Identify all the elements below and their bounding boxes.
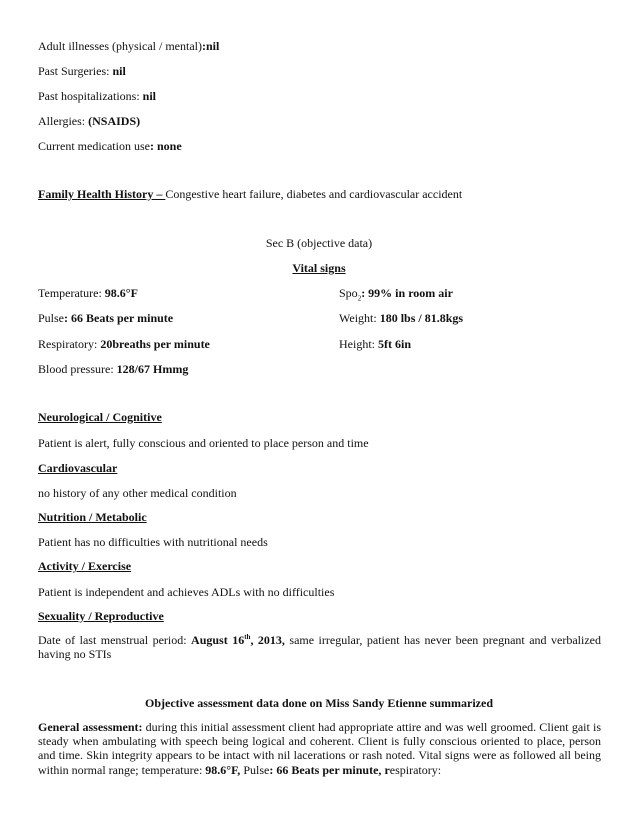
medication-label: Current medication use: [38, 139, 150, 153]
height-line: [339, 337, 411, 351]
adult-illnesses-value: :nil: [201, 39, 220, 53]
menstrual-year: , 2013,: [250, 633, 285, 647]
blood-pressure-line: [38, 362, 188, 376]
spo2-label: Spo: [339, 286, 358, 300]
allergies-value: (NSAIDS): [88, 114, 141, 128]
summary-pulse-value: : 66 Beats per minute,: [269, 762, 382, 777]
family-history-heading: Family Health History –: [38, 187, 166, 201]
allergies-line: [38, 114, 140, 128]
summary-title: Objective assessment data done on Miss Sandy Etienne summarized: [144, 696, 493, 710]
past-hospitalizations-value: nil: [142, 89, 157, 103]
family-history-text: Congestive heart failure, diabetes and cardiovascular accident: [165, 187, 463, 201]
medication-value: : none: [149, 139, 182, 153]
respiratory-label: Respiratory:: [38, 337, 101, 351]
nutrition-heading: Nutrition / Metabolic: [38, 510, 147, 524]
cardio-text: no history of any other medical condition: [38, 486, 237, 500]
spo2-line: [339, 286, 453, 303]
temperature-label: Temperature:: [38, 286, 105, 300]
respiratory-line: [38, 337, 210, 351]
past-surgeries-line: [38, 64, 126, 78]
summary-resp-initial: r: [381, 762, 390, 777]
spo2-subscript: 2: [357, 294, 362, 303]
general-assessment-paragraph: [38, 720, 601, 777]
height-label: Height:: [339, 337, 378, 351]
weight-line: [339, 311, 463, 325]
summary-temp-value: 98.6°F,: [205, 762, 241, 777]
activity-heading: Activity / Exercise: [38, 559, 132, 573]
past-hospitalizations-label: Past hospitalizations:: [38, 89, 143, 103]
pulse-label: Pulse: [38, 311, 65, 325]
blood-pressure-label: Blood pressure:: [38, 362, 117, 376]
sexuality-text-a: Date of last menstrual period:: [38, 633, 192, 647]
vital-signs-heading: Vital signs: [292, 261, 346, 275]
neuro-heading: Neurological / Cognitive: [38, 410, 162, 424]
blood-pressure-value: 128/67 Hmmg: [116, 362, 189, 376]
summary-resp-label: espiratory:: [389, 762, 442, 777]
height-value: 5ft 6in: [378, 337, 411, 351]
pulse-line: [38, 311, 173, 325]
general-assessment-label: General assessment:: [38, 720, 143, 734]
medication-line: [38, 139, 182, 153]
adult-illnesses-label: Adult illnesses (physical / mental): [38, 39, 202, 53]
past-surgeries-value: nil: [112, 64, 126, 78]
sexuality-text: [38, 633, 601, 661]
cardio-heading: Cardiovascular: [38, 461, 118, 475]
weight-value: 180 lbs / 81.8kgs: [379, 311, 464, 325]
nutrition-text: Patient has no difficulties with nutritional needs: [38, 535, 268, 549]
menstrual-date-suffix: th: [244, 633, 251, 641]
sexuality-text-b: same irregular, patient has never been pregnant and verbalized having no STIs: [38, 633, 602, 662]
spo2-value: : 99% in room air: [361, 286, 453, 300]
summary-pulse-label: Pulse: [240, 762, 270, 777]
family-history-line: [38, 187, 462, 201]
neuro-text: Patient is alert, fully conscious and oriented to place person and time: [38, 436, 369, 450]
temperature-line: [38, 286, 138, 300]
adult-illnesses-line: [38, 39, 219, 53]
section-b-title: Sec B (objective data): [265, 236, 373, 250]
past-surgeries-label: Past Surgeries:: [38, 64, 113, 78]
allergies-label: Allergies:: [38, 114, 89, 128]
weight-label: Weight:: [339, 311, 380, 325]
respiratory-value: 20breaths per minute: [100, 337, 210, 351]
temperature-value: 98.6°F: [104, 286, 138, 300]
general-assessment-text: during this initial assessment client had appropriate attire and was well groomed. Client gait is steady when ambulating with speech being logical and coherent. Client is fully conscious oriented to place, person and time. Skin integrity appears to be intact with nil lacerations or rash noted. Vital signs were as followed all being within normal range; temperature:: [38, 720, 601, 777]
pulse-value: : 66 Beats per minute: [64, 311, 174, 325]
menstrual-date: August 16: [191, 633, 245, 647]
activity-text: Patient is independent and achieves ADLs with no difficulties: [38, 585, 335, 599]
sexuality-heading: Sexuality / Reproductive: [38, 609, 164, 623]
past-hospitalizations-line: [38, 89, 156, 103]
